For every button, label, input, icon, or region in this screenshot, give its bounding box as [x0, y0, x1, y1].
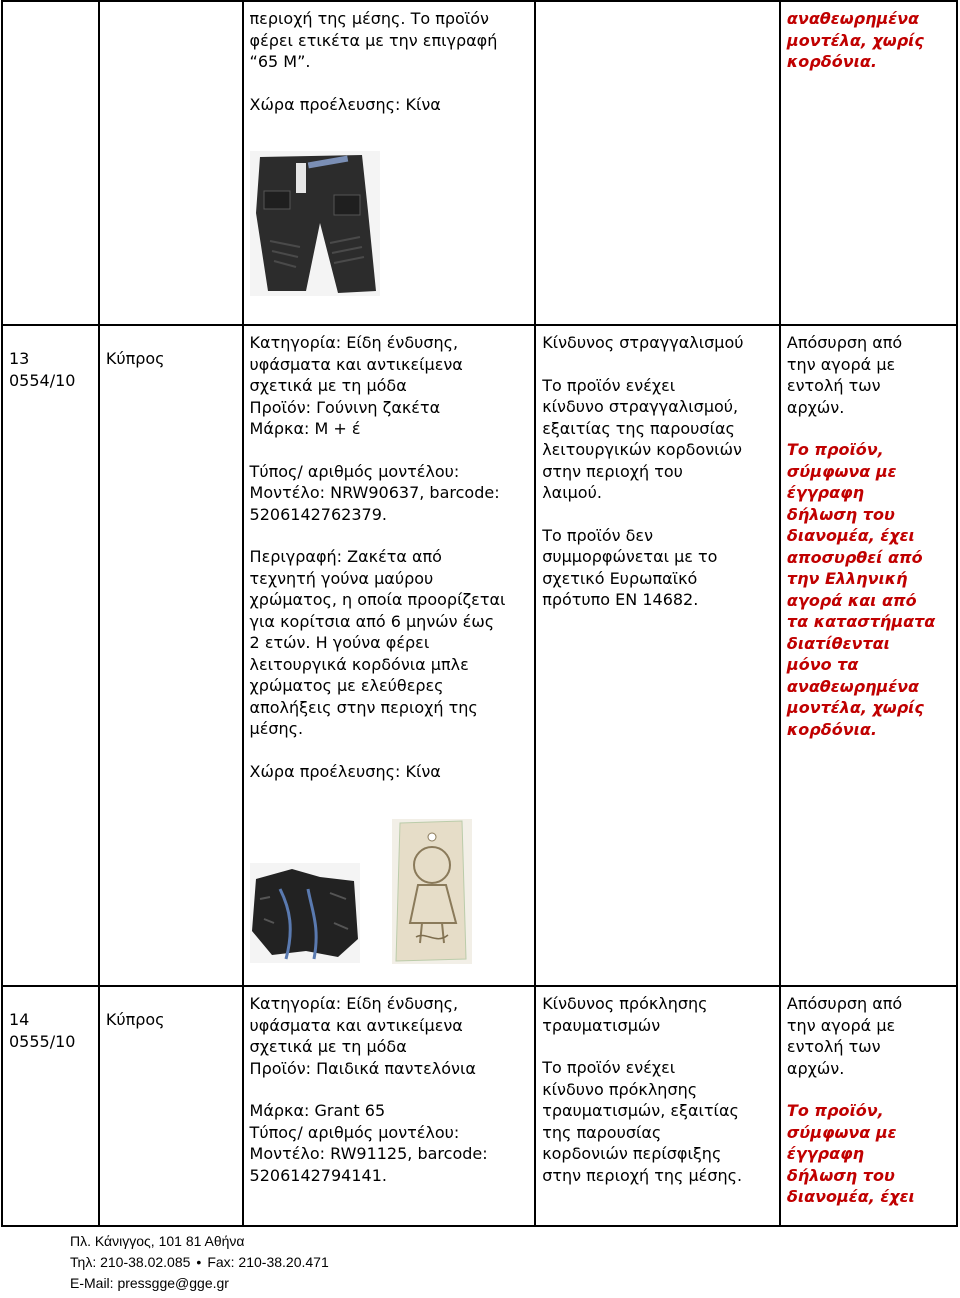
footer-email[interactable]: E-Mail: pressgge@gge.gr	[70, 1275, 229, 1291]
cell-description-13	[243, 325, 536, 986]
measure-continuation: αναθεωρημένα μοντέλα, χωρίς κορδόνια.	[786, 9, 924, 71]
table-row-previous	[2, 1, 957, 325]
risk-title: Κίνδυνος στραγγαλισμού	[542, 333, 744, 352]
notice-code: 0555/10	[9, 1031, 76, 1051]
footer-fax: Fax: 210-38.20.471	[207, 1254, 329, 1270]
cell-measure-14	[780, 986, 957, 1226]
table-row-14	[2, 986, 957, 1226]
risk-standard: Το προϊόν δεν συμμορφώνεται με το σχετικό Ευρωπαϊκό πρότυπο EN 14682.	[542, 525, 718, 609]
origin-text: Χώρα προέλευσης: Κίνα	[249, 94, 441, 114]
page-footer	[70, 1231, 329, 1294]
description-details: Περιγραφή: Ζακέτα από τεχνητή γούνα μαύρου χρώματος, η οποία προορίζεται για κορίτσια από 6 μηνών έως 2 ετών. Η γούνα φέρει λειτουργικά κορδόνια μπλε χρώματος με ελεύθερες απολήξεις στην περιοχή της μέσης.	[249, 547, 506, 738]
jacket-image	[250, 819, 472, 964]
footer-bullet: •	[196, 1254, 202, 1270]
cell-country-13	[99, 325, 243, 986]
origin-text: Χώρα προέλευσης: Κίνα	[249, 761, 441, 781]
description-model: Τύπος/ αριθμός μοντέλου: Μοντέλο: NRW90637, barcode: 5206142762379.	[249, 461, 500, 524]
cell-number-14	[2, 986, 99, 1226]
description-category: Κατηγορία: Είδη ένδυσης, υφάσματα και αντικείμενα σχετικά με τη μόδα Προϊόν: Γούνινη ζακέτα Μάρκα: Μ + έ	[249, 333, 463, 438]
risk-explanation: Το προϊόν ενέχει κίνδυνο στραγγαλισμού, εξαιτίας της παρουσίας λειτουργικών κορδονιών στην περιοχή του λαιμού.	[542, 375, 742, 502]
notice-number: 14	[9, 1010, 30, 1029]
cell-description-prev	[243, 1, 536, 325]
pants-image	[250, 151, 380, 296]
cell-measure-prev	[780, 1, 957, 325]
cell-country-14	[99, 986, 243, 1226]
description-continuation: περιοχή της μέσης. Το προϊόν φέρει ετικέτα με την επιγραφή “65 Μ”.	[249, 9, 498, 71]
jacket-photos	[250, 819, 529, 964]
risk-title: Κίνδυνος πρόκλησης τραυματισμών	[542, 994, 708, 1035]
cell-description-14	[243, 986, 536, 1226]
notices-table	[1, 0, 958, 1227]
cell-measure-13	[780, 325, 957, 986]
footer-contacts	[70, 1252, 329, 1273]
footer-address: Πλ. Κάνιγγος, 101 81 Αθήνα	[70, 1233, 245, 1249]
country-text: Κύπρος	[105, 1010, 165, 1029]
country-text: Κύπρος	[105, 349, 165, 368]
description-model: Μάρκα: Grant 65 Τύπος/ αριθμός μοντέλου: Μοντέλο: RW91125, barcode: 5206142794141.	[249, 1101, 488, 1185]
table-row-13	[2, 325, 957, 986]
measure-text: Απόσυρση από την αγορά με εντολή των αρχών.	[786, 333, 903, 417]
description-category: Κατηγορία: Είδη ένδυσης, υφάσματα και αντικείμενα σχετικά με τη μόδα Προϊόν: Παιδικά παντελόνια	[249, 994, 476, 1078]
cell-risk-13	[535, 325, 780, 986]
cell-risk-prev	[535, 1, 780, 325]
cell-number-prev	[2, 1, 99, 325]
measure-text: Απόσυρση από την αγορά με εντολή των αρχών.	[786, 994, 903, 1078]
measure-distributor-note: Το προϊόν, σύμφωνα με έγγραφη δήλωση του διανομέα, έχει	[786, 1101, 915, 1206]
cell-number-13	[2, 325, 99, 986]
notice-number: 13	[9, 349, 30, 368]
notice-code: 0554/10	[9, 370, 76, 390]
pants-photo	[250, 151, 380, 296]
footer-phone: Τηλ: 210-38.02.085	[70, 1254, 191, 1270]
cell-country-prev	[99, 1, 243, 325]
risk-explanation: Το προϊόν ενέχει κίνδυνο πρόκλησης τραυματισμών, εξαιτίας της παρουσίας κορδονιών περίσφιξης στην περιοχή της μέσης.	[542, 1058, 743, 1185]
cell-risk-14	[535, 986, 780, 1226]
measure-distributor-note: Το προϊόν, σύμφωνα με έγγραφη δήλωση του διανομέα, έχει αποσυρθεί από την Ελληνική αγορά και από τα καταστήματα διατίθενται μόνο τα αναθεωρημένα μοντέλα, χωρίς κορδόνια.	[786, 440, 936, 739]
